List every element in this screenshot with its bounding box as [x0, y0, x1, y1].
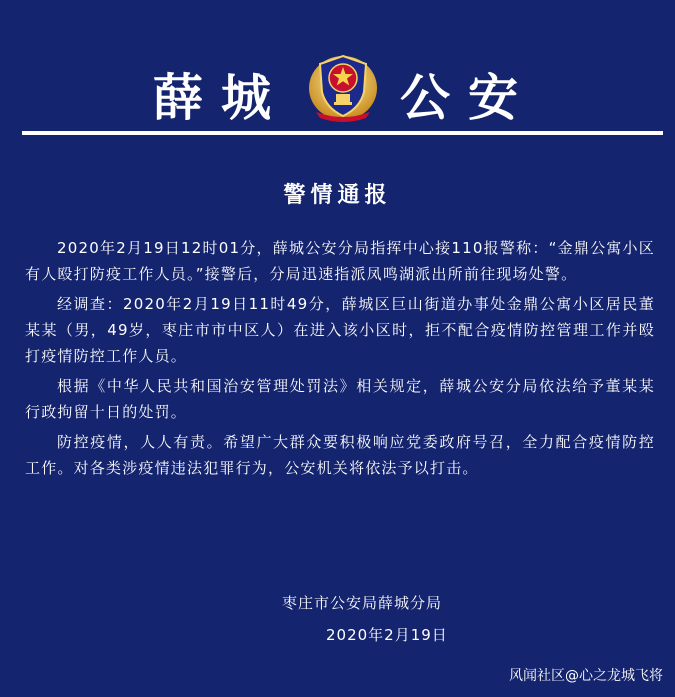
- notice-body: [25, 235, 655, 485]
- signature-date: 2020年2月19日: [326, 626, 448, 644]
- paragraph: 根据《中华人民共和国治安管理处罚法》相关规定，薛城公安分局依法给予董某某行政拘留十日的处罚。: [25, 377, 655, 421]
- header-title-left: 薛城: [153, 69, 289, 127]
- paragraph: 防控疫情，人人有责。希望广大群众要积极响应党委政府号召，全力配合疫情防控工作。对各类涉疫情违法犯罪行为，公安机关将依法予以打击。: [25, 433, 655, 477]
- signature-org: 枣庄市公安局薛城分局: [282, 594, 443, 612]
- paragraph: 经调查：2020年2月19日11时49分，薛城区巨山街道办事处金鼎公寓小区居民董某某（男，49岁，枣庄市市中区人）在进入该小区时，拒不配合疫情防控管理工作并殴打疫情防控工作人员。: [25, 295, 655, 365]
- header-banner: [0, 0, 675, 135]
- paragraph: 2020年2月19日12时01分，薛城公安分局指挥中心接110报警称：“金鼎公寓小区有人殴打防疫工作人员。”接警后，分局迅速指派凤鸣湖派出所前往现场处警。: [25, 239, 655, 283]
- police-emblem-icon: [306, 48, 380, 122]
- header-title-right: 公安: [400, 69, 536, 127]
- watermark: 风闻社区@心之龙城飞将: [509, 668, 663, 684]
- notice-title: 警情通报: [283, 183, 392, 208]
- header-divider: [22, 131, 663, 135]
